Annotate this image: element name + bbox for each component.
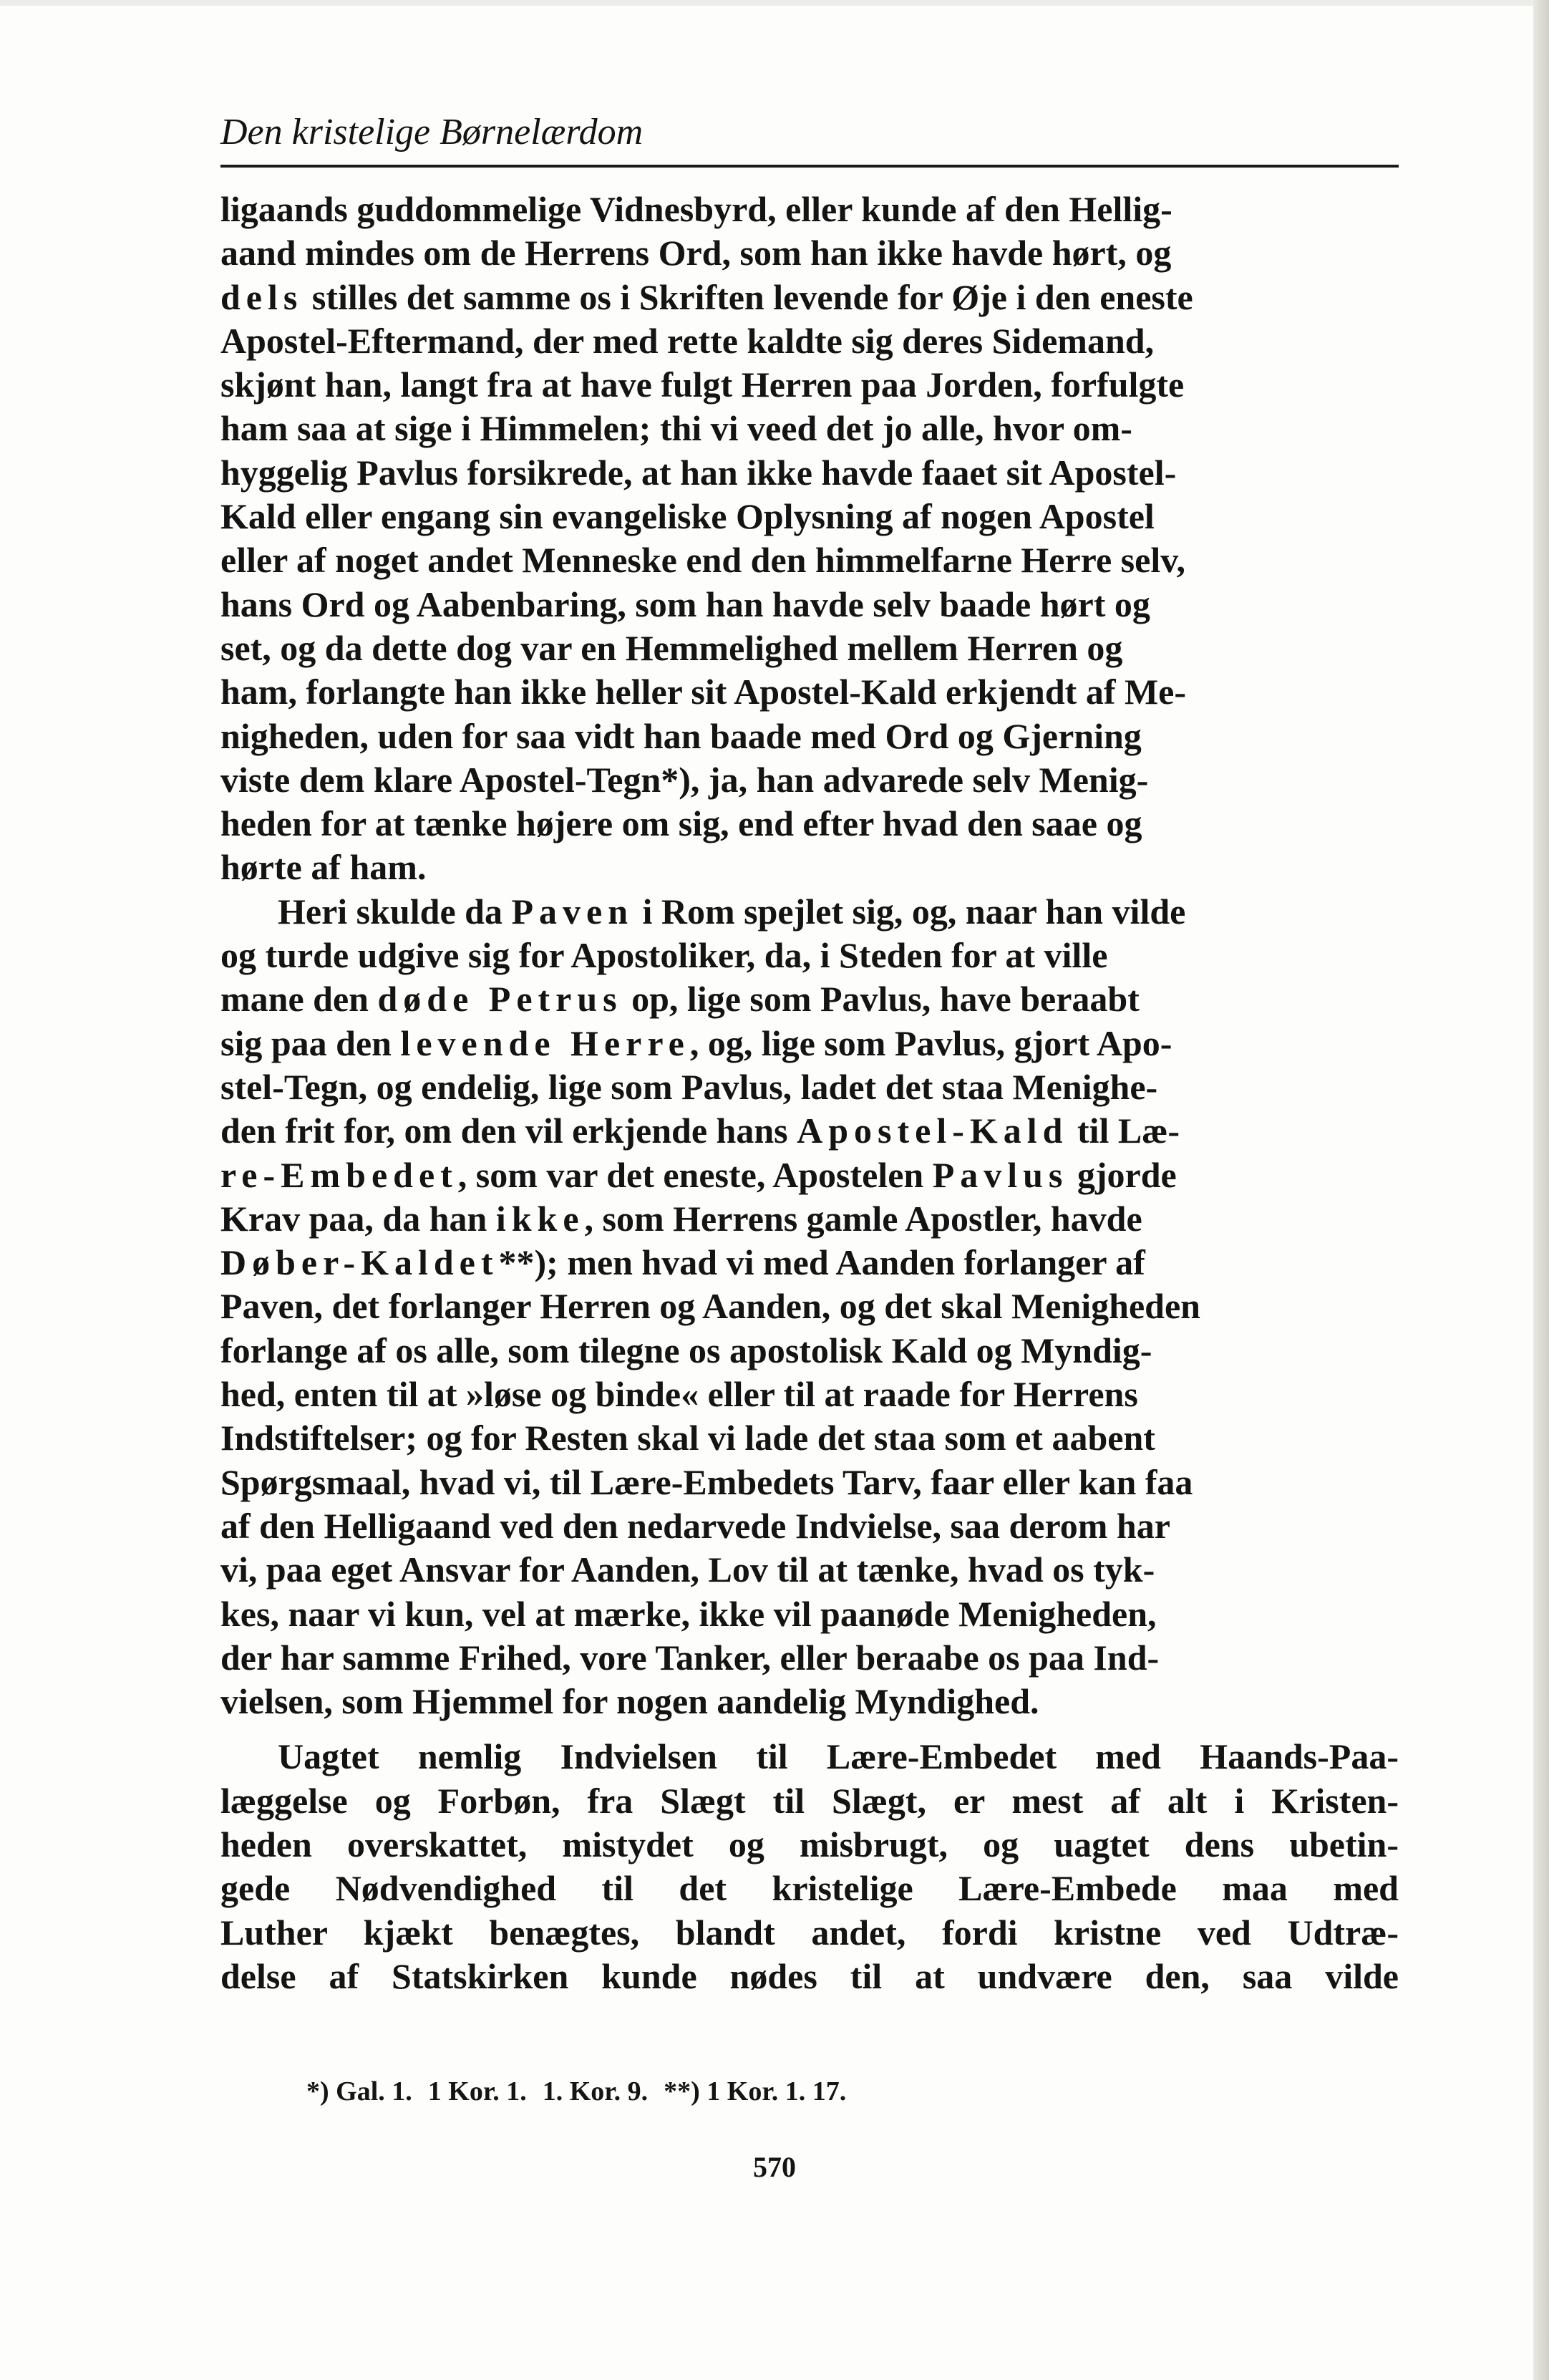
text-line: stel-Tegn, og endelig, lige som Pavlus, ladet det staa Menighe- [220, 1066, 1158, 1107]
body-text [220, 188, 1399, 1998]
text-line: forlange af os alle, som tilegne os apostolisk Kald og Myndig- [220, 1330, 1152, 1370]
spaced-emphasis: ikke [495, 1198, 585, 1239]
text-line: Luther kjækt benægtes, blandt andet, fordi kristne ved Udtræ- [220, 1912, 1399, 1953]
text-line: viste dem klare Apostel-Tegn*), ja, han advarede selv Menig- [220, 759, 1149, 800]
page-number: 570 [753, 2151, 796, 2183]
spaced-emphasis: re-Embedet [220, 1154, 458, 1195]
text-line: hans Ord og Aabenbaring, som han havde selv baade hørt og [220, 584, 1150, 624]
text-line: delse af Statskirken kunde nødes til at undvære den, saa vilde [220, 1955, 1399, 1996]
text-line: der har samme Frihed, vore Tanker, eller beraabe os paa Ind- [220, 1637, 1160, 1678]
text-line: gede Nødvendighed til det kristelige Lære-Embede maa med [220, 1868, 1399, 1909]
spaced-emphasis: Døber-Kaldet [220, 1242, 499, 1283]
text-run: **); men hvad vi med Aanden forlanger af [498, 1242, 1145, 1283]
scan-right-edge [1533, 0, 1549, 2380]
text-line [220, 1111, 1180, 1151]
text-line: hed, enten til at »løse og binde« eller til at raade for Herrens [220, 1374, 1138, 1415]
footnote: *) Gal. 1. [306, 2076, 412, 2106]
text-line: heden overskattet, mistydet og misbrugt, og uagtet dens ubetin- [220, 1824, 1399, 1864]
text-line: kes, naar vi kun, vel at mærke, ikke vil paanøde Menigheden, [220, 1593, 1157, 1634]
text-run: i Rom spejlet sig, og, naar han vilde [633, 891, 1186, 932]
text-line: ham saa at sige i Himmelen; thi vi veed det jo alle, hvor om- [220, 408, 1132, 449]
text-line: hyggelig Pavlus forsikrede, at han ikke havde faaet sit Apostel- [220, 452, 1177, 493]
text-line: skjønt han, langt fra at have fulgt Herren paa Jorden, forfulgte [220, 364, 1185, 405]
text-line: set, og da dette dog var en Hemmelighed mellem Herren og [220, 627, 1123, 668]
text-run: , og, lige som Pavlus, gjort Apo- [689, 1022, 1172, 1063]
text-run: den frit for, om den vil erkjende hans [220, 1111, 797, 1151]
running-head: Den kristelige Børnelærdom [220, 112, 644, 153]
scan-top-edge [0, 0, 1549, 6]
text-run: Krav paa, da han [220, 1198, 496, 1239]
text-line: Kald eller engang sin evangeliske Oplysning af nogen Apostel [220, 496, 1155, 537]
text-line [220, 1199, 1142, 1239]
text-line [220, 277, 1193, 317]
text-line: vi, paa eget Ansvar for Aanden, Lov til at tænke, hvad os tyk- [220, 1549, 1155, 1590]
footnote: 1 Kor. 1. [427, 2076, 527, 2106]
text-run: mane den [220, 979, 378, 1020]
text-line: læggelse og Forbøn, fra Slægt til Slægt, er mest af alt i Kristen- [220, 1780, 1399, 1821]
text-run: sig paa den [220, 1022, 401, 1063]
paragraph [220, 1735, 1399, 1998]
text-line: ham, forlangte han ikke heller sit Apostel-Kald erkjendt af Me- [220, 672, 1186, 712]
footnote: **) 1 Kor. 1. 17. [664, 2076, 847, 2106]
text-line [220, 1155, 1177, 1195]
text-line: Uagtet nemlig Indvielsen til Lære-Embedet med Haands-Paa- [278, 1736, 1399, 1777]
text-line [220, 1242, 1145, 1282]
footnote: 1. Kor. 9. [542, 2076, 649, 2106]
text-line: Apostel-Eftermand, der med rette kaldte sig deres Sidemand, [220, 320, 1155, 361]
spaced-emphasis: Paven [511, 891, 633, 932]
text-line: eller af noget andet Menneske end den himmelfarne Herre selv, [220, 540, 1185, 581]
text-line: aand mindes om de Herrens Ord, som han ikke havde hørt, og [220, 233, 1172, 274]
footnotes [306, 2074, 862, 2109]
spaced-emphasis: døde Petrus [377, 979, 623, 1020]
text-line: Paven, det forlanger Herren og Aanden, og det skal Menigheden [220, 1286, 1200, 1327]
text-line: og turde udgive sig for Apostoliker, da, i Steden for at ville [220, 935, 1108, 976]
spaced-emphasis: dels [220, 276, 304, 317]
text-line: Spørgsmaal, hvad vi, til Lære-Embedets Tarv, faar eller kan faa [220, 1461, 1193, 1502]
text-run: , som var det eneste, Apostelen [457, 1154, 933, 1195]
spaced-emphasis: Apostel-Kald [797, 1111, 1069, 1151]
spaced-emphasis: levende Herre [400, 1022, 690, 1063]
text-line: nigheden, uden for saa vidt han baade med Ord og Gjerning [220, 715, 1142, 756]
paragraph [220, 890, 1399, 1724]
text-line: heden for at tænke højere om sig, end efter hvad den saae og [220, 803, 1142, 844]
paragraph [220, 188, 1399, 890]
text-line: af den Helligaand ved den nedarvede Indvielse, saa derom har [220, 1505, 1170, 1546]
text-line: Indstiftelser; og for Resten skal vi lade det staa som et aabent [220, 1418, 1155, 1459]
text-run: , som Herrens gamle Apostler, havde [584, 1198, 1142, 1239]
text-run: stilles det samme os i Skriften levende for Øje i den eneste [303, 276, 1193, 317]
text-run: Heri skulde da [278, 891, 512, 932]
text-run: til Læ- [1068, 1111, 1180, 1151]
spaced-emphasis: Pavlus [932, 1154, 1069, 1195]
text-line [220, 1023, 1172, 1063]
text-run: gjorde [1068, 1154, 1177, 1195]
text-line: ligaands guddommelige Vidnesbyrd, eller kunde af den Hellig- [220, 189, 1172, 229]
text-line: vielsen, som Hjemmel for nogen aandelig Myndighed. [220, 1681, 1039, 1722]
text-run: op, lige som Pavlus, have beraabt [622, 979, 1140, 1020]
header-rule [220, 165, 1399, 168]
text-line [278, 891, 1185, 932]
text-line: hørte af ham. [220, 847, 427, 888]
text-line [220, 979, 1140, 1019]
